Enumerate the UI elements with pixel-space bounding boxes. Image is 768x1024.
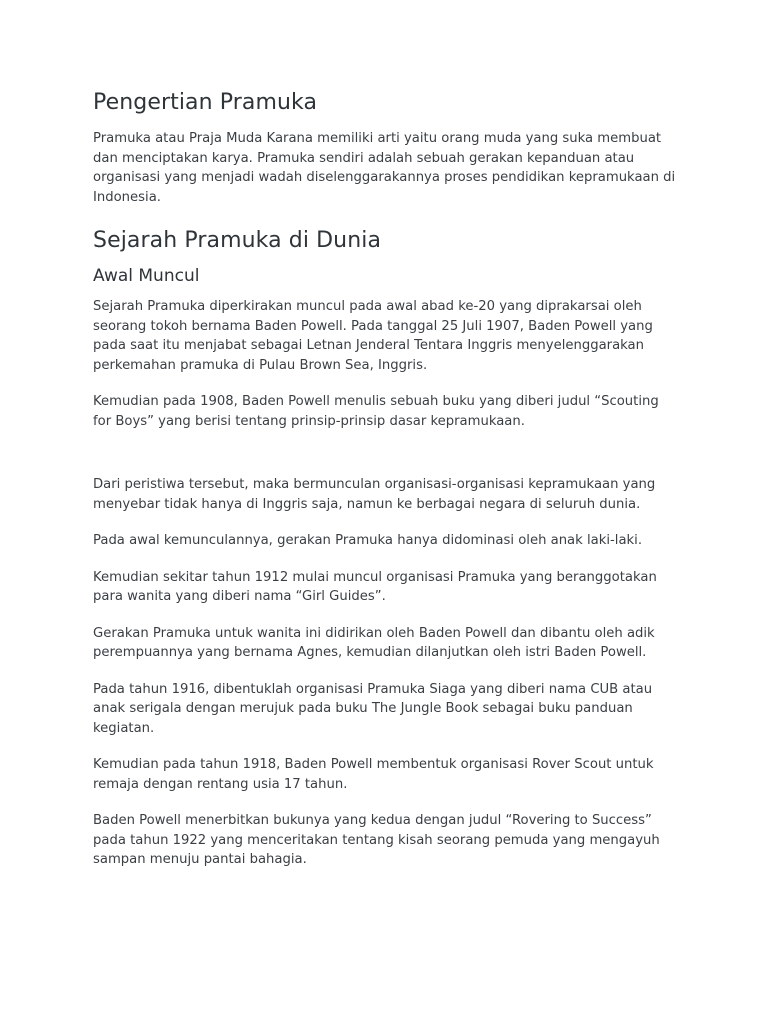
paragraph-intro: Pramuka atau Praja Muda Karana memiliki arti yaitu orang muda yang suka membuat dan menciptakan karya. Pramuka sendiri adalah sebuah gerakan kepanduan atau organisasi yang menjadi wadah diselenggarakannya proses pendidikan kepramukaan di Indonesia.	[93, 131, 676, 205]
paragraph: Baden Powell menerbitkan bukunya yang kedua dengan judul “Rovering to Success” pada tahun 1922 yang menceritakan tentang kisah seorang pemuda yang mengayuh sampan menuju pantai bahagia.	[93, 813, 660, 867]
paragraph: Dari peristiwa tersebut, maka bermunculan organisasi-organisasi kepramukaan yang menyebar tidak hanya di Inggris saja, namun ke berbagai negara di seluruh dunia.	[93, 477, 656, 512]
paragraph: Kemudian sekitar tahun 1912 mulai muncul organisasi Pramuka yang beranggotakan para wanita yang diberi nama “Girl Guides”.	[93, 569, 657, 604]
paragraph: Kemudian pada tahun 1918, Baden Powell membentuk organisasi Rover Scout untuk remaja dengan rentang usia 17 tahun.	[93, 757, 654, 792]
document-page	[93, 88, 678, 870]
heading-pengertian: Pengertian Pramuka	[93, 90, 318, 115]
subheading-awal-muncul: Awal Muncul	[93, 266, 200, 286]
paragraph: Pada tahun 1916, dibentuklah organisasi Pramuka Siaga yang diberi nama CUB atau anak serigala dengan merujuk pada buku The Jungle Book sebagai buku panduan kegiatan.	[93, 681, 653, 736]
paragraph: Gerakan Pramuka untuk wanita ini didirikan oleh Baden Powell dan dibantu oleh adik perempuannya yang bernama Agnes, kemudian dilanjutkan oleh istri Baden Powell.	[93, 625, 655, 660]
heading-sejarah: Sejarah Pramuka di Dunia	[93, 228, 382, 253]
paragraph: Kemudian pada 1908, Baden Powell menulis sebuah buku yang diberi judul “Scouting for Boys” yang berisi tentang prinsip-prinsip dasar kepramukaan.	[93, 394, 659, 429]
paragraph: Pada awal kemunculannya, gerakan Pramuka hanya didominasi oleh anak laki-laki.	[93, 533, 643, 548]
paragraph: Sejarah Pramuka diperkirakan muncul pada awal abad ke-20 yang diprakarsai oleh seorang tokoh bernama Baden Powell. Pada tanggal 25 Juli 1907, Baden Powell yang pada saat itu menjabat sebagai Letnan Jenderal Tentara Inggris menyelenggarakan perkemahan pramuka di Pulau Brown Sea, Inggris.	[93, 299, 653, 373]
